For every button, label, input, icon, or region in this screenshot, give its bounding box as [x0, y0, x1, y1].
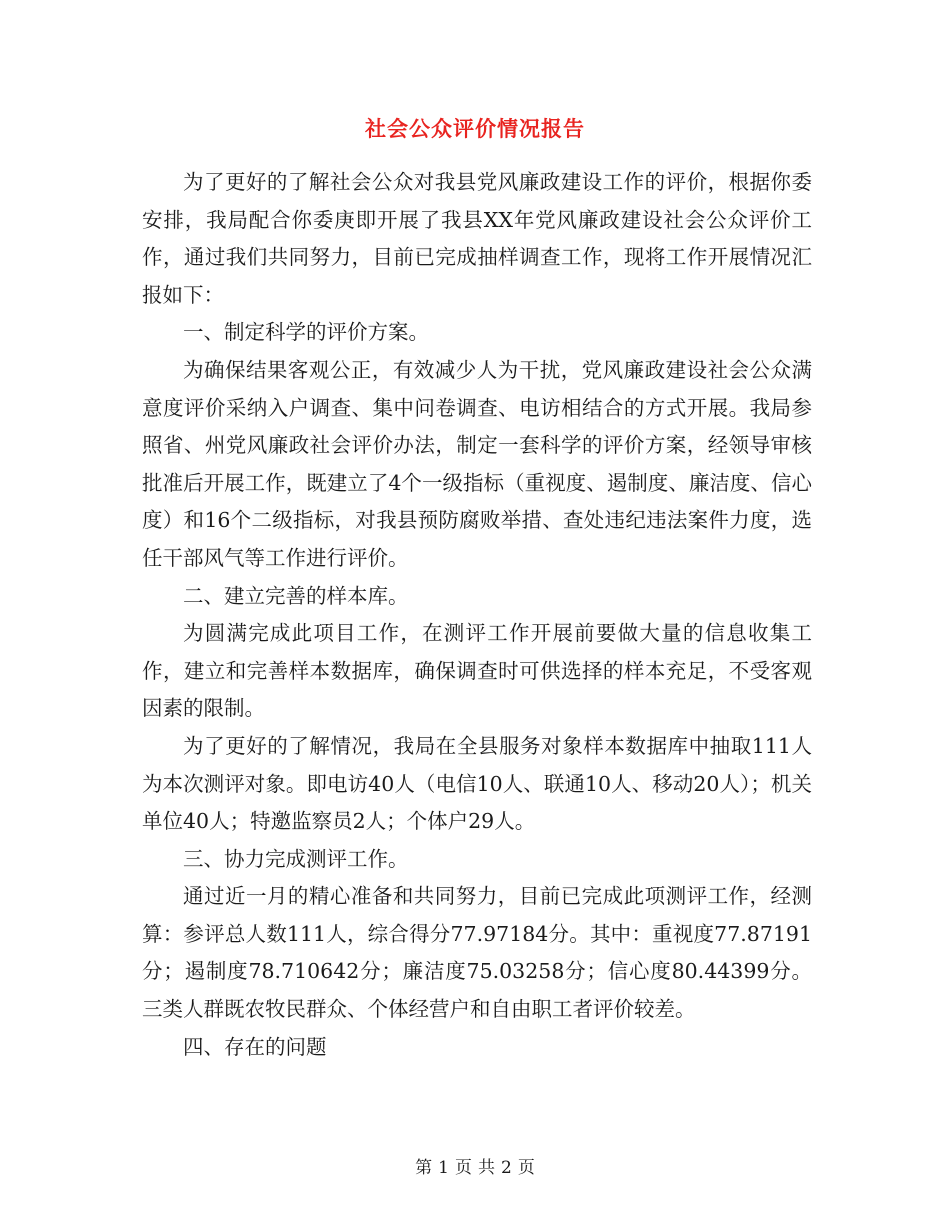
- footer-total-unit: 页: [517, 1158, 535, 1178]
- footer-page-unit: 页: [455, 1158, 472, 1178]
- section-heading-1: 一、制定科学的评价方案。: [183, 320, 429, 345]
- intro-paragraph: 为了更好的了解社会公众对我县党风廉政建设工作的评价，根据你委安排，我局配合你委庚即开展了我县XX年党风廉政建设社会公众评价工作，通过我们共同努力，目前已完成抽样调查工作，现将工作开展情况汇报如下：: [142, 170, 812, 307]
- section-1-paragraph: 为确保结果客观公正，有效减少人为干扰，党风廉政建设社会公众满意度评价采纳入户调查、集中问卷调查、电访相结合的方式开展。我局参照省、州党风廉政社会评价办法，制定一套科学的评价方案，经领导审核批准后开展工作，既建立了4个一级指标（重视度、遏制度、廉洁度、信心度）和16个二级指标，对我县预防腐败举措、查处违纪违法案件力度，选任干部风气等工作进行评价。: [142, 357, 812, 570]
- section-2-paragraph-2: 为了更好的了解情况，我局在全县服务对象样本数据库中抽取111人为本次测评对象。即电访40人（电信10人、联通10人、移动20人）；机关单位40人；特邀监察员2人；个体户29人。: [142, 733, 812, 834]
- section-2-paragraph-1: 为圆满完成此项目工作，在测评工作开展前要做大量的信息收集工作，建立和完善样本数据库，确保调查时可供选择的样本充足，不受客观因素的限制。: [142, 621, 812, 721]
- section-3-paragraph: 通过近一月的精心准备和共同努力，目前已完成此项测评工作，经测算：参评总人数111人，综合得分77.97184分。其中：重视度77.87191分；遏制度78.710642分；廉洁度75.03258分；信心度80.44399分。三类人群既农牧民群众、个体经营户和自由职工者评价较差。: [142, 884, 812, 1022]
- section-heading-4: 四、存在的问题: [183, 1034, 327, 1059]
- footer-current-page: 1: [438, 1158, 449, 1178]
- footer-page-word: 第: [415, 1158, 433, 1178]
- document-body: [142, 164, 812, 1066]
- footer-total-pages: 2: [501, 1158, 512, 1178]
- section-heading-3: 三、协力完成测评工作。: [183, 846, 409, 871]
- document-title: 社会公众评价情况报告: [365, 117, 585, 141]
- page-footer: [0, 1153, 950, 1178]
- section-heading-2: 二、建立完善的样本库。: [183, 583, 409, 608]
- footer-total-word: 共: [478, 1158, 495, 1178]
